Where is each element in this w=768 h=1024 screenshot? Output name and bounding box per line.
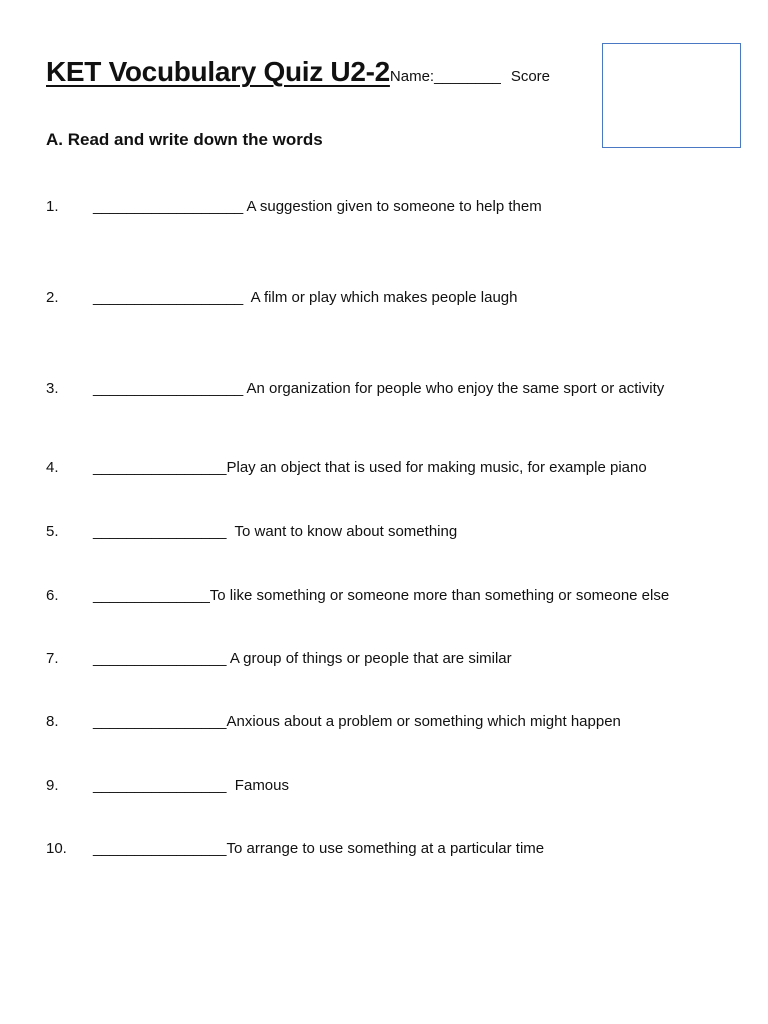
score-label: Score [510, 68, 551, 85]
question-item [46, 777, 289, 845]
question-number: 6. [46, 587, 59, 604]
question-number: 1. [46, 198, 59, 215]
question-number: 8. [46, 713, 59, 730]
name-field-label: Name:________ [389, 68, 501, 85]
question-number: 4. [46, 459, 59, 476]
question-number: 7. [46, 650, 59, 667]
question-item [46, 380, 665, 448]
question-item [46, 289, 518, 357]
question-number: 5. [46, 523, 59, 540]
question-number: 3. [46, 380, 59, 397]
question-text: ________________ Famous [93, 777, 289, 794]
question-text: __________________ A suggestion given to someone to help them [93, 198, 542, 215]
question-number: 10. [46, 840, 67, 857]
question-text: ________________ To want to know about something [93, 523, 458, 540]
question-item [46, 840, 545, 908]
section-heading: A. Read and write down the words [46, 130, 323, 149]
question-item [46, 713, 621, 781]
question-text: __________________ An organization for people who enjoy the same sport or activity [93, 380, 665, 397]
question-item [46, 523, 458, 591]
score-box [602, 43, 741, 148]
question-text: ______________To like something or someone more than something or someone else [93, 587, 670, 604]
header [46, 56, 550, 88]
page-title: KET Vocubulary Quiz U2-2 [46, 56, 390, 87]
question-text: ________________Play an object that is used for making music, for example piano [93, 459, 647, 476]
question-item [46, 587, 670, 655]
question-item [46, 198, 542, 266]
question-text: ________________ A group of things or people that are similar [93, 650, 512, 667]
question-number: 9. [46, 777, 59, 794]
question-item [46, 650, 512, 718]
question-item [46, 459, 647, 527]
question-text: ________________Anxious about a problem or something which might happen [93, 713, 621, 730]
question-text: ________________To arrange to use something at a particular time [93, 840, 545, 857]
question-text: __________________ A film or play which makes people laugh [93, 289, 518, 306]
question-number: 2. [46, 289, 59, 306]
